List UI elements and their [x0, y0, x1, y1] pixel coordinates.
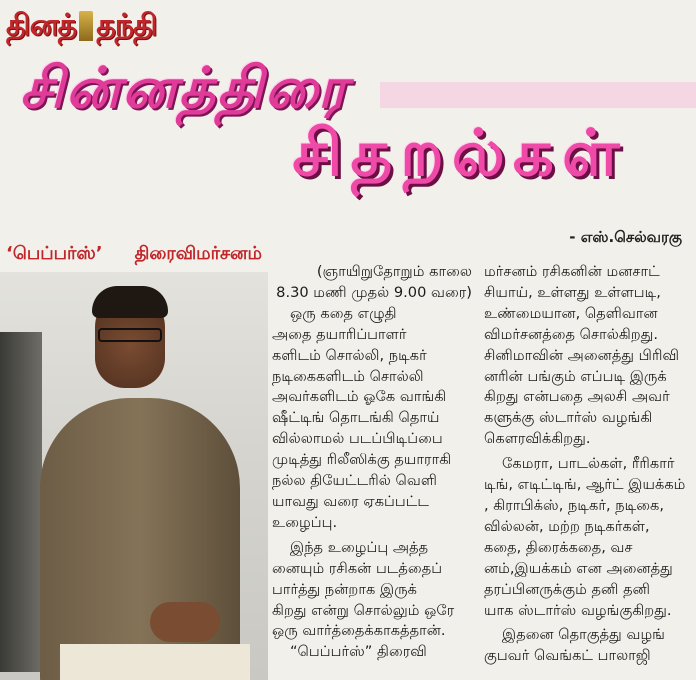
masthead-left: தினத்	[6, 8, 77, 43]
text-line: யாக ஸ்டார்ஸ் வழங்குகிறது.	[484, 601, 672, 619]
text-line: னரின் பங்கும் எப்படி இருக்	[484, 367, 667, 385]
text-line: னம்,இயக்கம் என அனைத்து	[484, 559, 673, 577]
text-line: கிறது என்று சொல்லும் ஒரே	[272, 601, 455, 619]
title-accent-band	[380, 82, 696, 108]
article-column-2	[484, 262, 688, 667]
text-line: குபவர் வெங்கட் பாலாஜி	[484, 647, 651, 665]
show-name: ‘பெப்பர்ஸ்’	[6, 242, 103, 264]
section-label: திரைவிமர்சனம்	[134, 242, 262, 264]
text-line: பார்த்து நன்றாக இருக்	[272, 580, 418, 598]
text-line: உழைப்பு.	[272, 513, 338, 531]
text-line: நல்ல தியேட்டரில் வெளி	[272, 472, 438, 490]
text-line: இதனை தொகுத்து வழங்	[502, 626, 665, 644]
text-line: யாவது வரை ஏகப்பட்ட	[272, 492, 429, 510]
text-line: விமர்சனத்தை சொல்கிறது.	[484, 325, 659, 343]
text-line: , கிராபிக்ஸ், நடிகர், நடிகை,	[484, 496, 664, 514]
text-line: வில்லன், மற்ற நடிகர்கள்,	[484, 517, 650, 535]
text-line: வில்லாமல் படப்பிடிப்பை	[272, 430, 443, 448]
text-line: னையும் ரசிகன் படத்தைப்	[272, 559, 443, 577]
text-line: கதை, திரைக்கதை, வச	[484, 538, 633, 556]
text-line: கேமரா, பாடல்கள், ரீரிகார்	[502, 455, 675, 473]
text-line: 8.30 மணி முதல் 9.00 வரை)	[276, 283, 472, 301]
host-photo	[0, 272, 268, 680]
text-line: மர்சனம் ரசிகனின் மனசாட்	[484, 263, 660, 280]
author-byline: - எஸ்.செல்வரகு	[569, 228, 682, 246]
text-line: அவர்களிடம் ஓகே வாங்கி	[272, 388, 447, 406]
text-line: முடித்து ரிலீஸிக்கு தயாராகி	[272, 451, 452, 469]
text-line: அதை தயாரிப்பாளர்	[272, 325, 407, 343]
page-title-line2: சிதறல்கள்	[292, 117, 628, 191]
text-line: ஒரு கதை எழுதி	[290, 304, 397, 322]
text-line: நடிகைகளிடம் சொல்லி	[272, 367, 424, 385]
text-line: சியாய், உள்ளது உள்ளபடி,	[484, 283, 661, 301]
text-line: களிடம் சொல்லி, நடிகர்	[272, 346, 427, 364]
text-line: தரப்பினருக்கும் தனி தனி	[484, 580, 651, 598]
article-column-1	[272, 262, 472, 663]
page-title-box	[232, 108, 688, 200]
text-line: இந்த உழைப்பு அத்த	[290, 538, 429, 556]
text-line: கௌரவிக்கிறது.	[484, 430, 591, 448]
text-line: உண்மையான, தெளிவான	[484, 304, 658, 322]
page-title-line1: சின்னத்திரை	[20, 56, 349, 121]
text-line: “பெப்பர்ஸ்” திரைவி	[290, 643, 427, 661]
newspaper-masthead	[6, 4, 236, 48]
text-line: சினிமாவின் அனைத்து பிரிவி	[484, 346, 680, 364]
text-line: டிங், எடிட்டிங், ஆர்ட் இயக்கம்	[484, 476, 686, 494]
text-line: கிறது என்பதை அலசி அவர்	[484, 388, 670, 406]
masthead-crest-icon	[79, 11, 93, 41]
text-line: ஒரு வார்த்தைக்காகத்தான்.	[272, 622, 446, 640]
text-line: (ஞாயிறுதோறும் காலை	[316, 263, 472, 280]
section-heading	[6, 238, 262, 270]
masthead-right: தந்தி	[96, 8, 157, 43]
text-line: ஷீட்டிங் தொடங்கி தொய்	[272, 409, 440, 427]
text-line: களுக்கு ஸ்டார்ஸ் வழங்கி	[484, 409, 653, 427]
